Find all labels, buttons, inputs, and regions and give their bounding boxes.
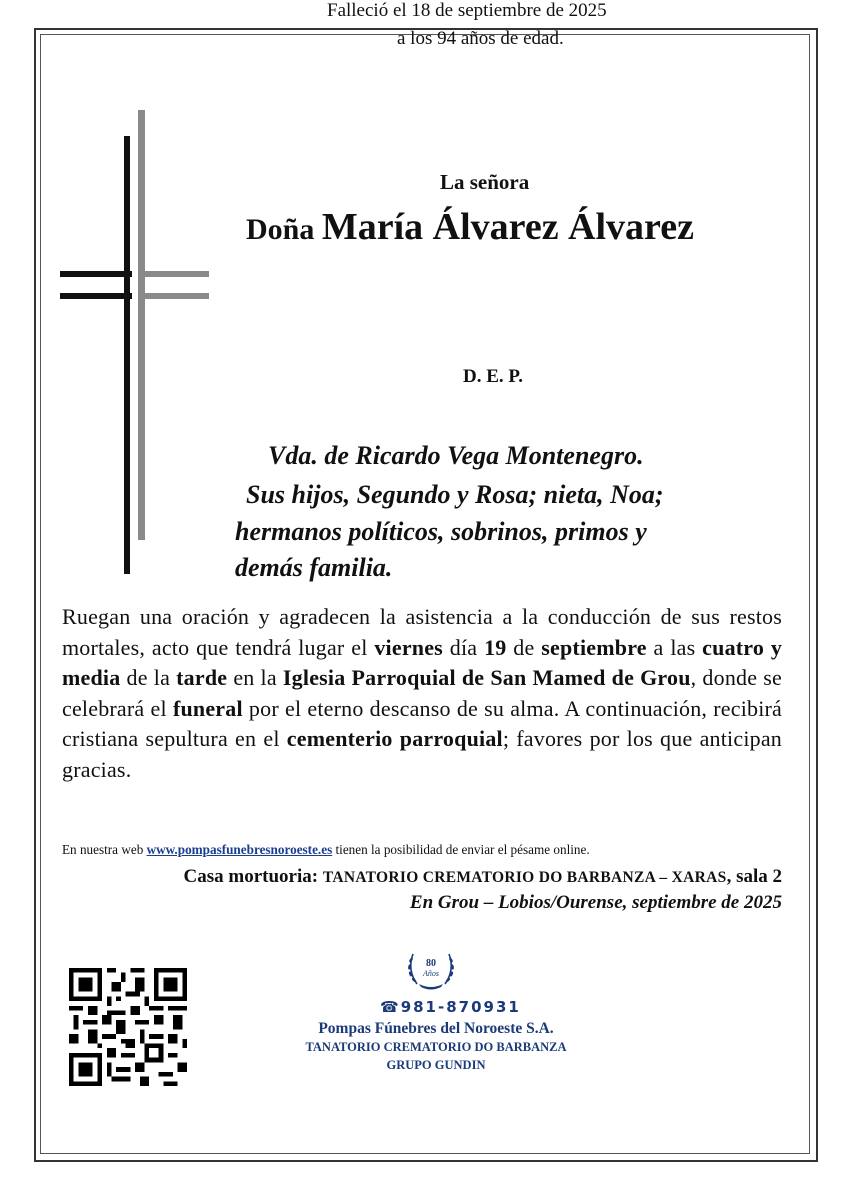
body-date: 19 xyxy=(484,634,507,660)
web-prefix: En nuestra web xyxy=(62,842,144,857)
body-service: funeral xyxy=(172,695,243,721)
body-cemetery: cementerio parroquial xyxy=(286,726,503,751)
rip-text: D. E. P. xyxy=(463,366,524,387)
web-suffix: tienen la posibilidad de enviar el pésame online. xyxy=(335,842,590,857)
company-name-text: Pompas Fúnebres del Noroeste S.A. xyxy=(318,1020,554,1037)
family-line: Vda. de Ricardo Vega Montenegro. xyxy=(268,441,644,470)
body-text: ; favores por los que anticipan gracias. xyxy=(62,726,782,782)
funeral-home-label: Casa mortuoria: xyxy=(183,866,319,887)
intro-title: La señora xyxy=(440,170,530,194)
tanatorio-name xyxy=(0,1040,850,1055)
company-name xyxy=(0,1020,850,1038)
funeral-home-room: , sala 2 xyxy=(726,866,782,887)
phone-text: 981-870931 xyxy=(400,998,521,1016)
body-month: septiembre xyxy=(541,634,647,660)
body-day: viernes xyxy=(374,634,443,660)
body-church: Iglesia Parroquial de San Mamed de Grou xyxy=(282,665,691,690)
body-time: cuatro y media xyxy=(62,634,783,690)
body-text: día xyxy=(449,634,478,660)
body-text: a las xyxy=(653,634,696,660)
body-text: de xyxy=(513,634,535,660)
body-text: por el eterno descanso de su alma. A continuación, recibirá cristiana sepultura en el xyxy=(62,695,783,751)
name-main: María Álvarez Álvarez xyxy=(321,206,694,248)
group-name-text: GRUPO GUNDIN xyxy=(386,1058,486,1072)
body-part-of-day: tarde xyxy=(176,665,228,690)
announcement-body xyxy=(62,602,782,785)
logo-word: Años xyxy=(423,969,439,978)
funeral-home-name: TANATORIO CREMATORIO DO BARBANZA – XARAS xyxy=(322,869,727,886)
age-line: a los 94 años de edad. xyxy=(397,28,564,49)
body-text: , donde se celebrará el xyxy=(62,665,782,721)
body-text: de la xyxy=(126,665,171,690)
family-line: hermanos políticos, sobrinos, primos y xyxy=(235,517,647,546)
group-name xyxy=(0,1058,850,1073)
name-prefix: Doña xyxy=(246,213,315,246)
deceased-name xyxy=(246,205,694,249)
website-link[interactable]: www.pompasfunebresnoroeste.es xyxy=(146,842,333,857)
family-line: demás familia. xyxy=(235,553,393,582)
phone-icon: ☎ xyxy=(380,998,401,1016)
phone-number[interactable] xyxy=(380,998,521,1016)
place-date: En Grou – Lobios/Ourense, septiembre de 2025 xyxy=(409,892,782,913)
family-line: Sus hijos, Segundo y Rosa; nieta, Noa; xyxy=(246,480,664,509)
web-notice xyxy=(62,842,590,858)
body-text: Ruegan una oración y agradecen la asistencia a la conducción de sus restos mortales, acto que tendrá lugar el xyxy=(62,604,782,660)
body-text: en la xyxy=(233,665,277,690)
death-date-line: Falleció el 18 de septiembre de 2025 xyxy=(327,0,607,21)
logo-number: 80 xyxy=(426,958,436,969)
tanatorio-name-text: TANATORIO CREMATORIO DO BARBANZA xyxy=(305,1040,567,1054)
anniversary-logo-icon xyxy=(403,946,459,992)
funeral-home xyxy=(184,866,782,888)
